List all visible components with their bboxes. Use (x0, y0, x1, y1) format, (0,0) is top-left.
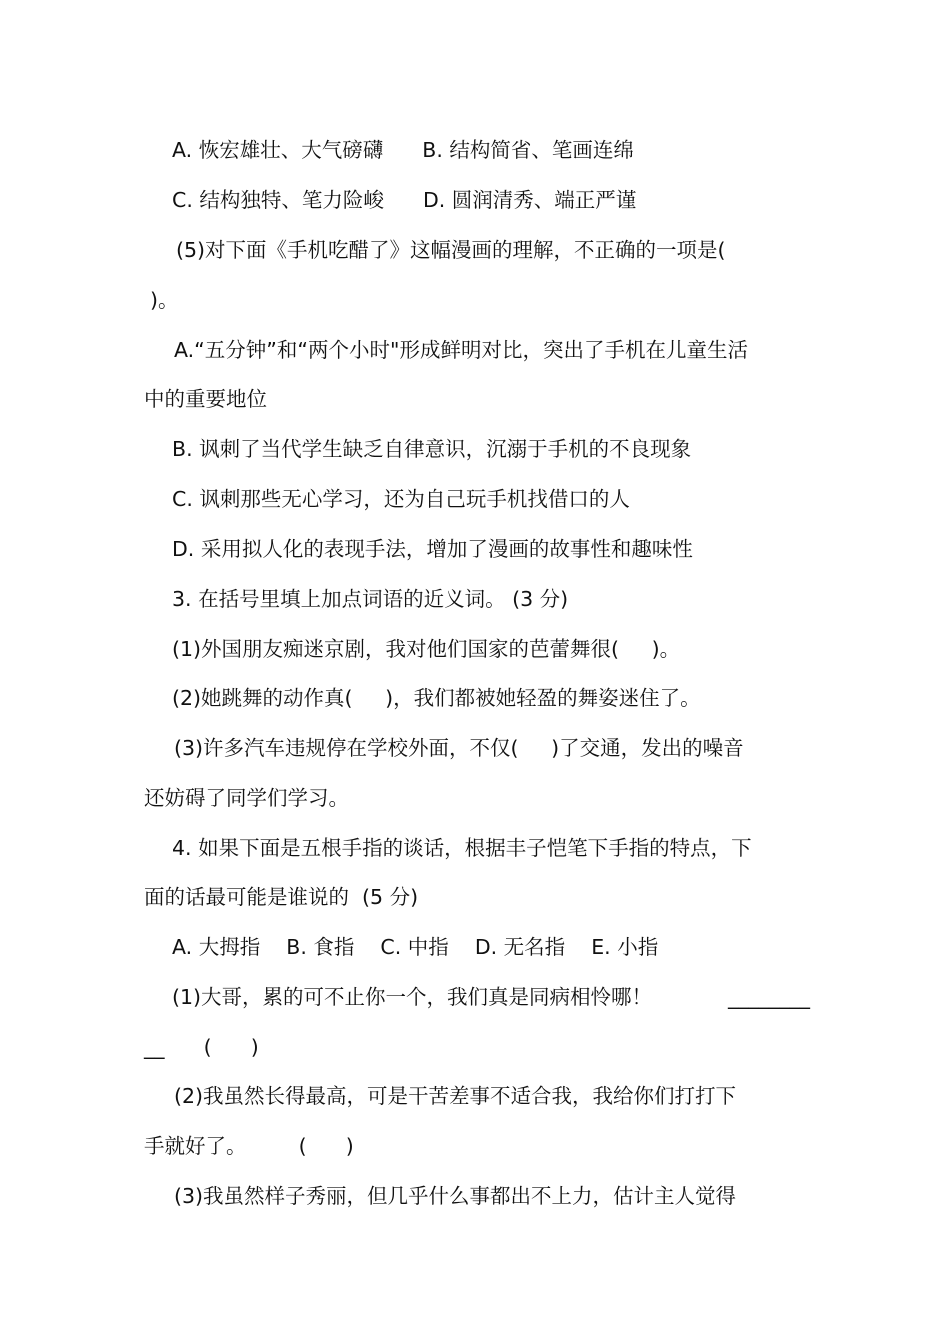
option-line-c-d: C. 结构独特、笔力险峻 D. 圆润清秀、端正严谨 (172, 188, 637, 212)
q4-item-2-line-2: 手就好了。 ( ) (144, 1134, 354, 1158)
question-3-heading: 3. 在括号里填上加点词语的近义词。 (3 分) (172, 587, 569, 611)
q5-option-c: C. 讽刺那些无心学习，还为自己玩手机找借口的人 (172, 487, 630, 511)
option-line-a-b: A. 恢宏雄壮、大气磅礴 B. 结构简省、笔画连绵 (172, 138, 634, 162)
q4-item-3-line-1: (3)我虽然样子秀丽，但几乎什么事都出不上力，估计主人觉得 (174, 1184, 737, 1208)
question-4-heading-line-1: 4. 如果下面是五根手指的谈话，根据丰子恺笔下手指的特点，下 (172, 836, 752, 860)
question-5-line-1: (5)对下面《手机吃醋了》这幅漫画的理解，不正确的一项是( (176, 238, 726, 262)
q5-option-b: B. 讽刺了当代学生缺乏自律意识，沉溺于手机的不良现象 (172, 437, 692, 461)
q4-item-1-blank: ________ (728, 985, 810, 1009)
q5-option-d: D. 采用拟人化的表现手法，增加了漫画的故事性和趣味性 (172, 537, 693, 561)
q3-item-2: (2)她跳舞的动作真( )，我们都被她轻盈的舞姿迷住了。 (172, 686, 701, 710)
q4-item-1-line-1: (1)大哥，累的可不止你一个，我们真是同病相怜哪！ (172, 985, 653, 1009)
q5-option-a-line-1: A.“五分钟”和“两个小时"形成鲜明对比，突出了手机在儿童生活 (174, 338, 748, 362)
q5-option-a-line-2: 中的重要地位 (144, 387, 267, 411)
question-5-line-2: )。 (150, 288, 179, 312)
question-4-heading-line-2: 面的话最可能是谁说的 (5 分) (144, 885, 419, 909)
q3-item-1: (1)外国朋友痴迷京剧，我对他们国家的芭蕾舞很( )。 (172, 637, 681, 661)
q4-options: A. 大拇指 B. 食指 C. 中指 D. 无名指 E. 小指 (172, 935, 659, 959)
q3-item-3-line-1: (3)许多汽车违规停在学校外面，不仅( )了交通，发出的噪音 (174, 736, 744, 760)
q4-item-1-line-2: __ ( ) (144, 1035, 259, 1059)
q4-item-2-line-1: (2)我虽然长得最高，可是干苦差事不适合我，我给你们打打下 (174, 1084, 737, 1108)
q3-item-3-line-2: 还妨碍了同学们学习。 (144, 786, 349, 810)
